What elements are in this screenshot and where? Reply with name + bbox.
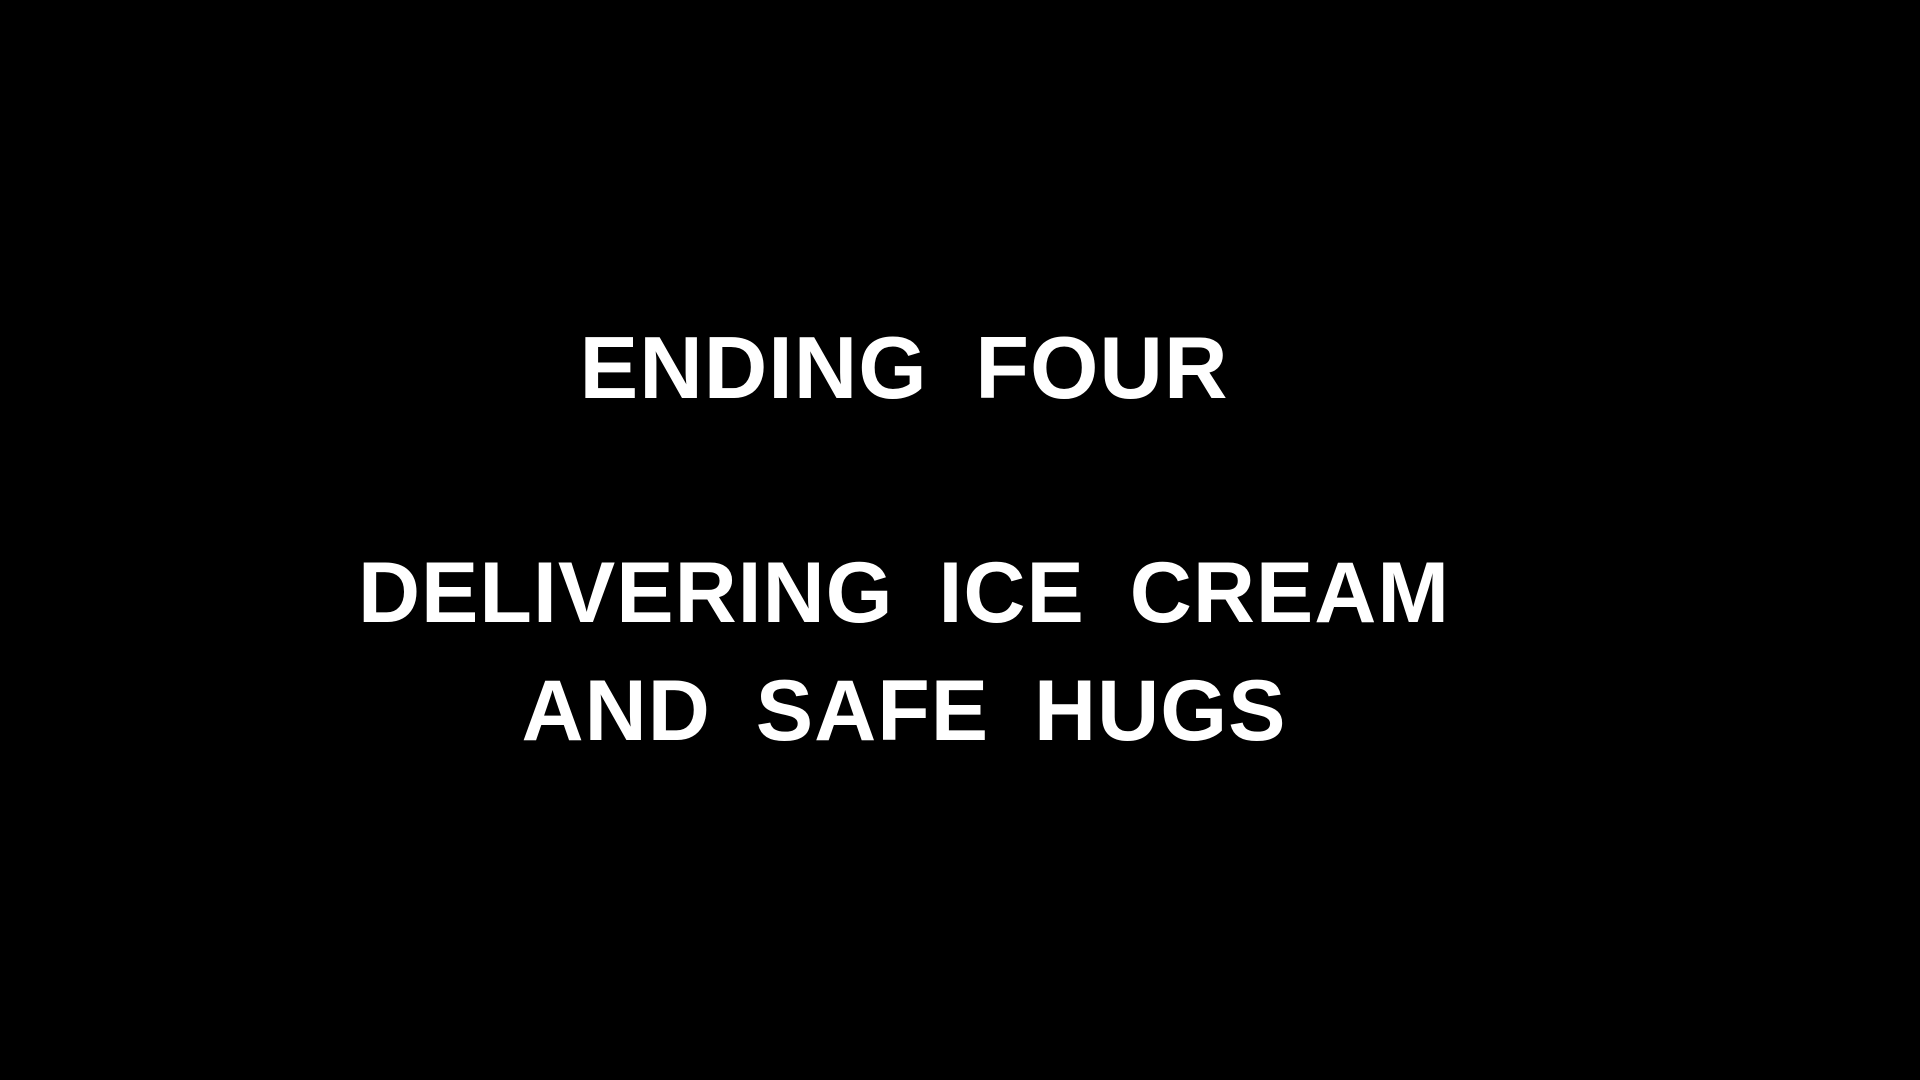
ending-subtitle-line-2: AND SAFE HUGS [521,663,1287,759]
ending-title: ENDING FOUR [579,318,1229,417]
ending-subtitle-line-1: DELIVERING ICE CREAM [357,545,1451,641]
ending-subtitle [0,534,1808,770]
